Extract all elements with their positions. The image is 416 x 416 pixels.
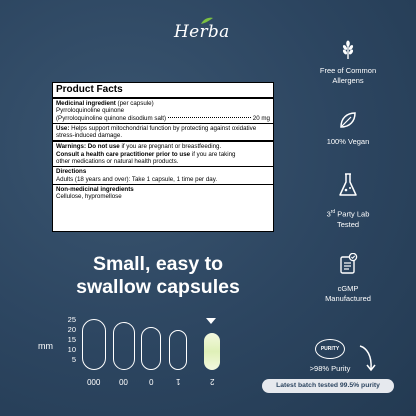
warnings-label: Warnings: Do not use [56,143,120,151]
capsule-size-000 [82,319,106,370]
use-text: Helps support mitochondrial function by protecting against oxidative stress-induced damage. [56,124,257,140]
ingredient-amount: 20 mg [252,114,270,122]
headline-line-2: swallow capsules [76,276,240,298]
feature-lab-ordinal-suffix: rd [330,209,336,215]
brand-logo [172,14,232,44]
feature-lab-line-2: Tested [336,219,360,229]
ingredient-name: Pyrroloquinoline quinone [56,107,125,115]
feature-cgmp-line-1: cGMP [337,284,359,293]
capsule-size-chart [0,305,280,416]
x-tick-label: 1 [175,377,181,386]
nonmedicinal-label: Non-medicinal ingredients [56,185,134,193]
flask-icon [338,172,358,198]
y-tick-label: 15 [67,335,76,344]
y-tick-label: 5 [71,355,76,364]
product-facts-panel [52,82,274,232]
use-label: Use: [56,124,70,132]
nonmedicinal-text: Cellulose, hypromellose [56,193,122,201]
y-tick-label: 25 [67,315,76,324]
nonmedicinal-section [53,185,273,202]
feature-cgmp-line-2: Manufactured [325,294,371,303]
unit-label: mm [38,341,53,351]
directions-text: Adults (18 years and over): Take 1 capsule, 1 time per day. [56,175,218,183]
directions-section [53,167,273,185]
headline-line-1: Small, easy to [92,253,224,275]
clipboard-icon [338,253,358,275]
leaf-icon [338,110,358,130]
purity-percent: >98% Purity [309,364,351,373]
brand-name: Herba [174,22,230,42]
x-tick-label: 00 [119,377,129,386]
feature-vegan [280,110,416,147]
feature-cgmp [280,253,416,304]
capsule-size-00 [113,322,135,370]
feature-allergens-line-1: Free of Common [319,66,377,75]
feature-allergens-line-2: Allergens [332,76,364,85]
purity-note: Latest batch tested 99.5% purity [262,379,394,393]
use-section [53,124,273,143]
feature-lab-ordinal: 3 [326,209,331,219]
y-tick-label: 20 [67,325,76,334]
feature-allergens [280,40,416,86]
medicinal-label: Medicinal ingredient [56,100,116,107]
warnings-text-3: other medications or natural health products. [56,158,179,166]
medicinal-suffix: (per capsule) [115,100,154,107]
ingredient-row [56,115,270,122]
feature-lab-tested [280,172,416,230]
wheat-icon [340,40,356,60]
feature-vegan-label: 100% Vegan [326,137,370,146]
facts-title: Product Facts [53,83,273,99]
ingredient-salt: (Pyrroloquinoline quinone disodium salt) [56,114,167,122]
capsule-size-1 [169,330,187,370]
feature-lab-line-1: Party Lab [335,209,370,219]
capsule-size-0 [141,327,161,370]
x-tick-label: 0 [148,377,154,386]
headline [48,253,268,299]
medicinal-section [53,99,273,124]
warnings-text-1: if you are pregnant or breastfeeding. [119,143,222,151]
warnings-text-2: if you are taking [190,150,236,158]
y-tick-label: 10 [67,345,76,354]
highlight-marker-icon [206,318,216,324]
x-tick-label: 2 [209,377,215,386]
dotted-leader [168,117,251,118]
warnings-label-2: Consult a health care practitioner prior to use [56,150,191,158]
warnings-section [53,142,273,167]
capsule-size-2 [204,333,220,370]
purity-badge: PURITY [315,339,345,359]
x-tick-label: 000 [87,377,101,386]
directions-label: Directions [56,168,87,176]
